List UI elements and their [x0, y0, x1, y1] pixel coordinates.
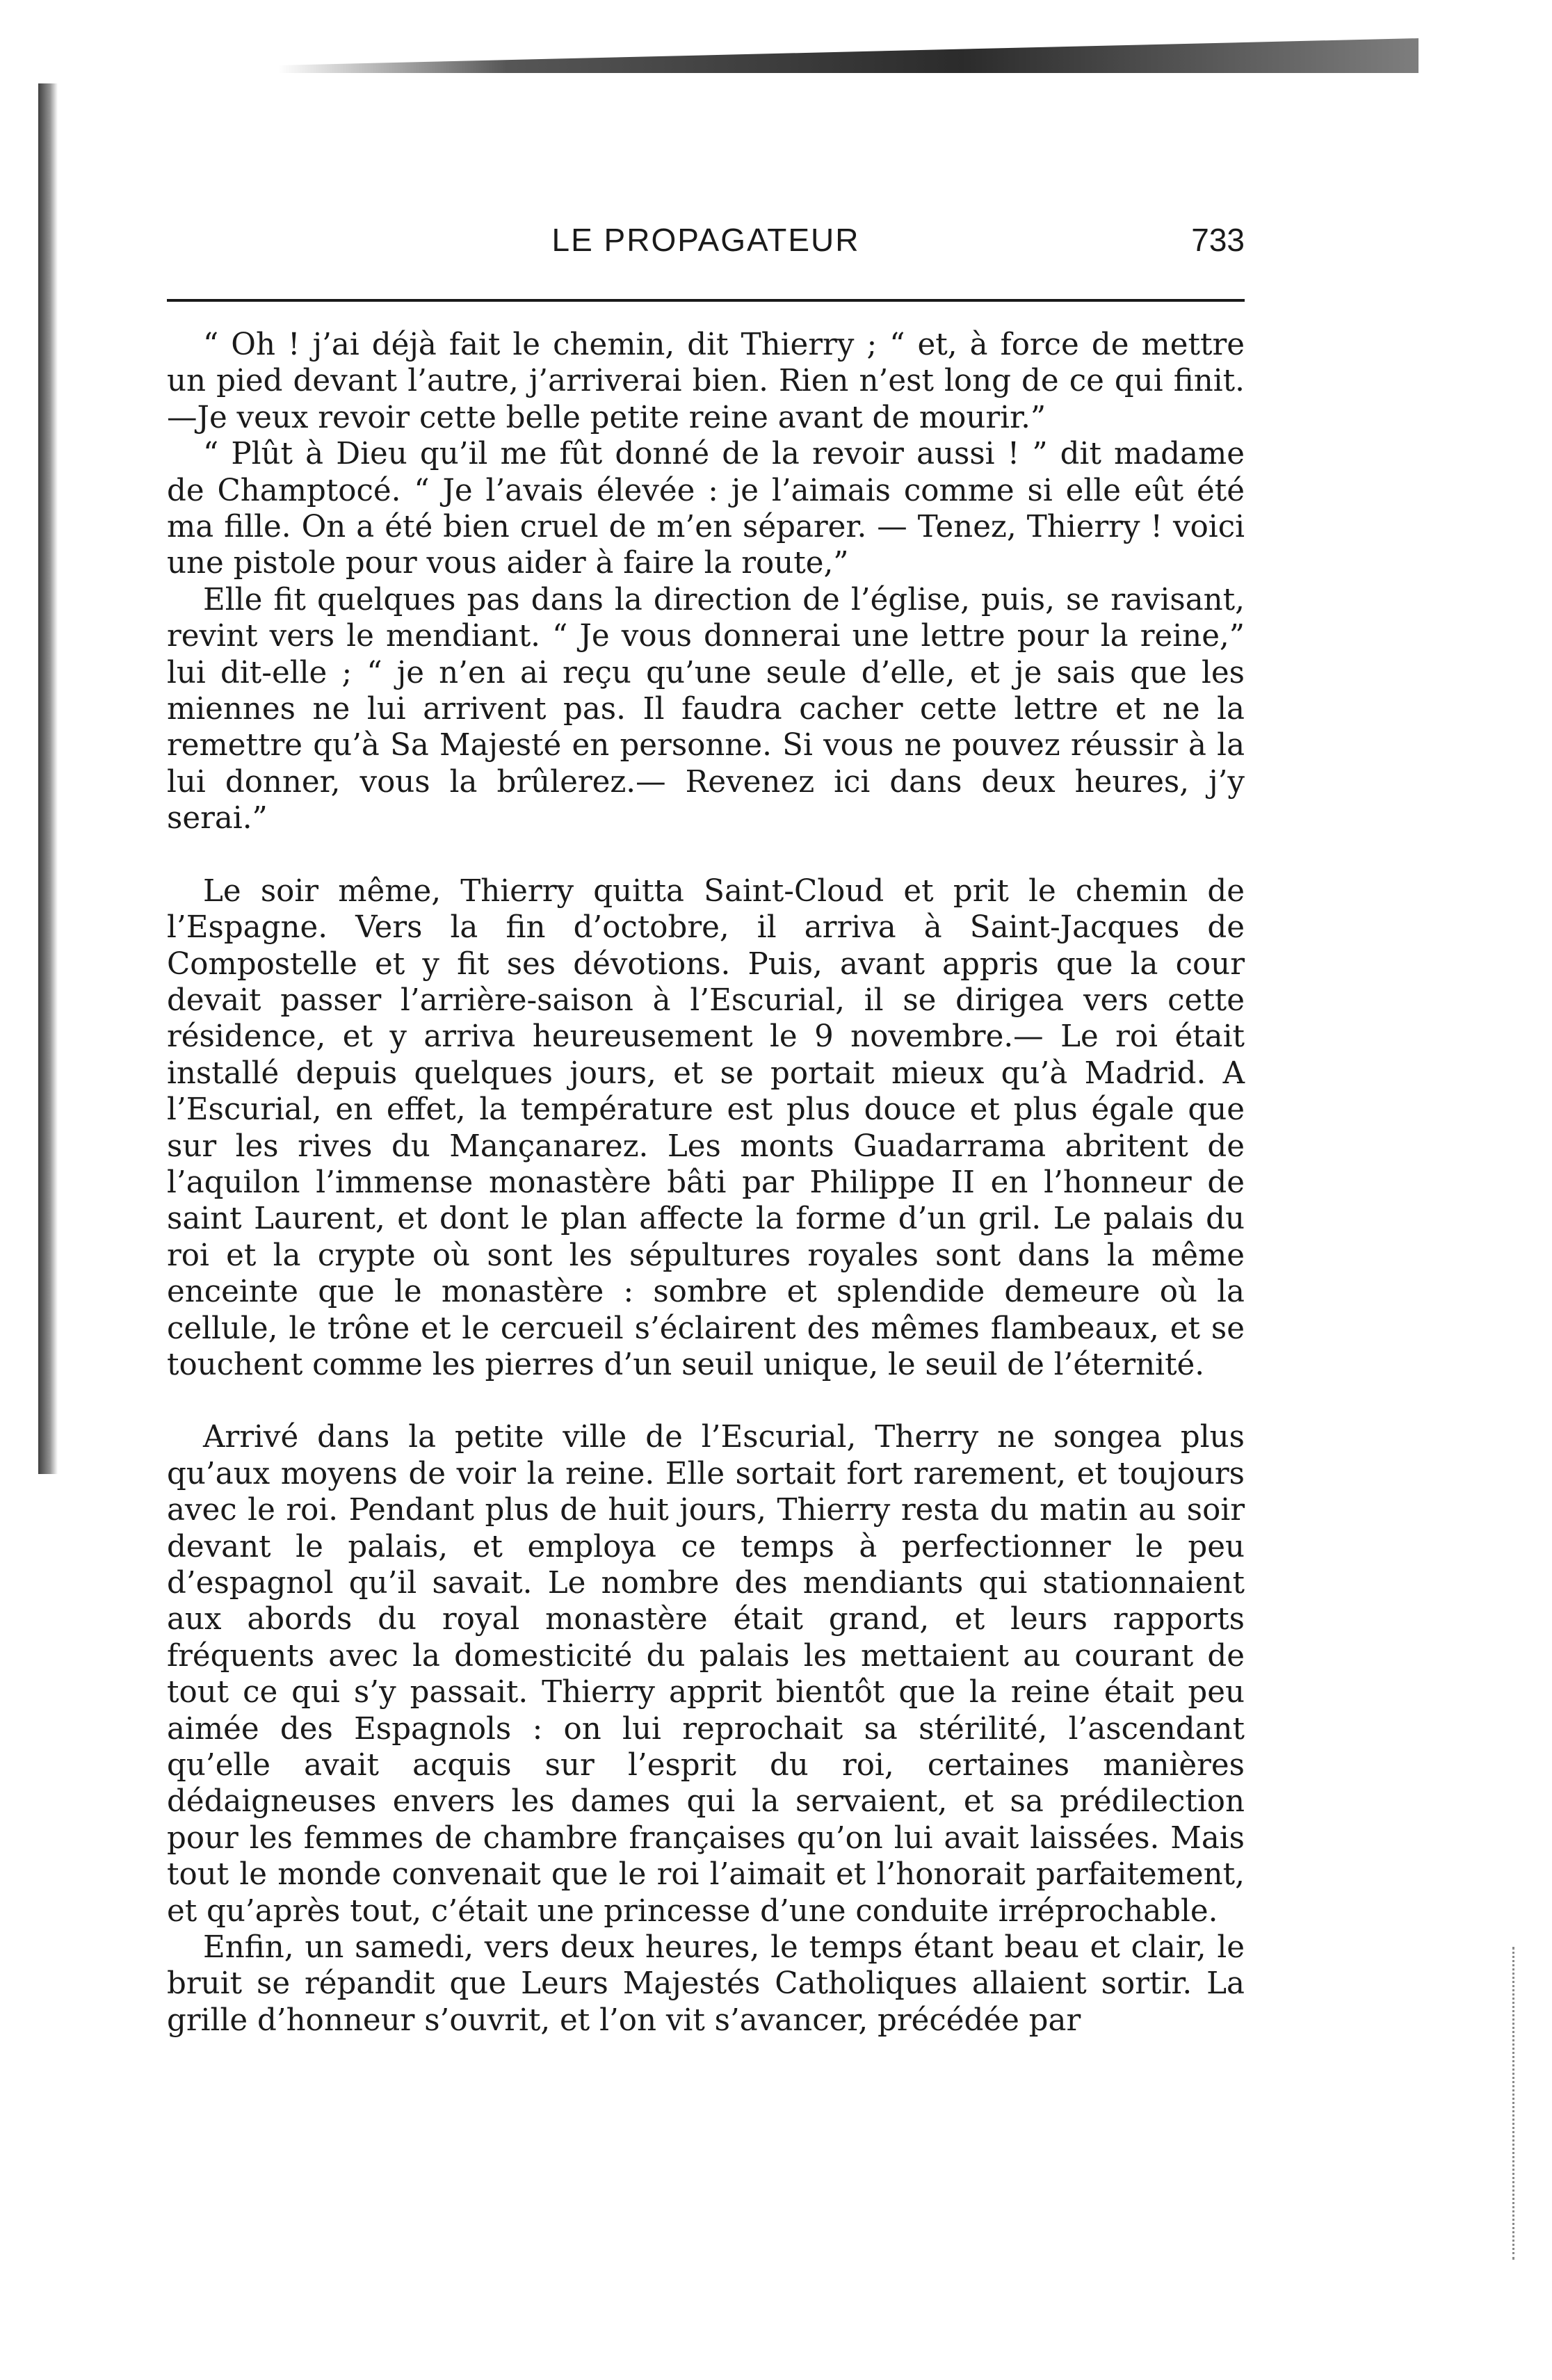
- paragraph: Le soir même, Thierry quitta Saint-Cloud et prit le chemin de l’Espagne. Vers la fin d’octobre, il arriva à Saint-Jacques de Compostelle et y fit ses dévotions. Puis, avant appris que la cour devait passer l’arrière-saison à l’Escurial, il se dirigea vers cette résidence, et y arriva heureusement le 9 novembre.— Le roi était installé depuis quelques jours, et se portait mieux qu’à Madrid. A l’Escurial, en effet, la température est plus douce et plus égale que sur les rives du Mançanarez. Les monts Guadarrama abritent de l’aquilon l’immense monastère bâti par Philippe II en l’honneur de saint Laurent, et dont le plan affecte la forme d’un gril. Le palais du roi et la crypte où sont les sépultures royales sont dans la même enceinte que le monastère : sombre et splendide demeure où la cellule, le trône et le cercueil s’éclairent des mêmes flambeaux, et se touchent comme les pierres d’un seuil unique, le seuil de l’éternité.: [167, 873, 1245, 1382]
- page-number: 733: [1191, 222, 1245, 258]
- running-title: LE PROPAGATEUR: [551, 222, 860, 258]
- paragraph: Enfin, un samedi, vers deux heures, le temps étant beau et clair, le bruit se répandit que Leurs Majestés Catholiques allaient sortir. La grille d’honneur s’ouvrit, et l’on vit s’avancer, précédée par: [167, 1930, 1245, 2038]
- paragraph: “ Plût à Dieu qu’il me fût donné de la revoir aussi ! ” dit madame de Champtocé. “ Je l’avais élevée : je l’aimais comme si elle eût été ma fille. On a été bien cruel de m’en séparer. — Tenez, Thierry ! voici une pistole pour vous aider à faire la route,”: [167, 437, 1245, 581]
- body-text: [167, 327, 1245, 2039]
- header-rule: [167, 299, 1245, 302]
- scan-binding-edge: [38, 83, 58, 1474]
- paragraph: “ Oh ! j’ai déjà fait le chemin, dit Thierry ; “ et, à force de mettre un pied devant l’autre, j’arriverai bien. Rien n’est long de ce qui finit.—Je veux revoir cette belle petite reine avant de mourir.”: [167, 327, 1245, 435]
- paragraph: Arrivé dans la petite ville de l’Escurial, Therry ne songea plus qu’aux moyens de voir la reine. Elle sortait fort rarement, et toujours avec le roi. Pendant plus de huit jours, Thierry resta du matin au soir devant le palais, et employa ce temps à perfectionner le peu d’espagnol qu’il savait. Le nombre des mendiants qui stationnaient aux abords du royal monastère était grand, et leurs rapports fréquents avec la domesticité du palais les mettaient au courant de tout ce qui s’y passait. Thierry apprit bientôt que la reine était peu aimée des Espagnols : on lui reprochait sa stérilité, l’ascendant qu’elle avait acquis sur l’esprit du roi, certaines manières dédaigneuses envers les dames qui la servaient, et sa prédilection pour les femmes de chambre françaises qu’on lui avait laissées. Mais tout le monde convenait que le roi l’aimait et l’honorait parfaitement, et qu’après tout, c’était une princesse d’une conduite irréprochable.: [167, 1420, 1245, 1929]
- scan-smear-top: [278, 38, 1418, 73]
- running-header: [167, 221, 1245, 270]
- paragraph: Elle fit quelques pas dans la direction de l’église, puis, se ravisant, revint vers le mendiant. “ Je vous donnerai une lettre pour la reine,” lui dit-elle ; “ je n’en ai reçu qu’une seule d’elle, et je sais que les miennes ne lui arrivent pas. Il faudra cacher cette lettre et ne la remettre qu’à Sa Majesté en personne. Si vous ne pouvez réussir à la lui donner, vous la brûlerez.— Revenez ici dans deux heures, j’y serai.”: [167, 582, 1245, 836]
- scan-speckle-right: [1512, 1947, 1519, 2260]
